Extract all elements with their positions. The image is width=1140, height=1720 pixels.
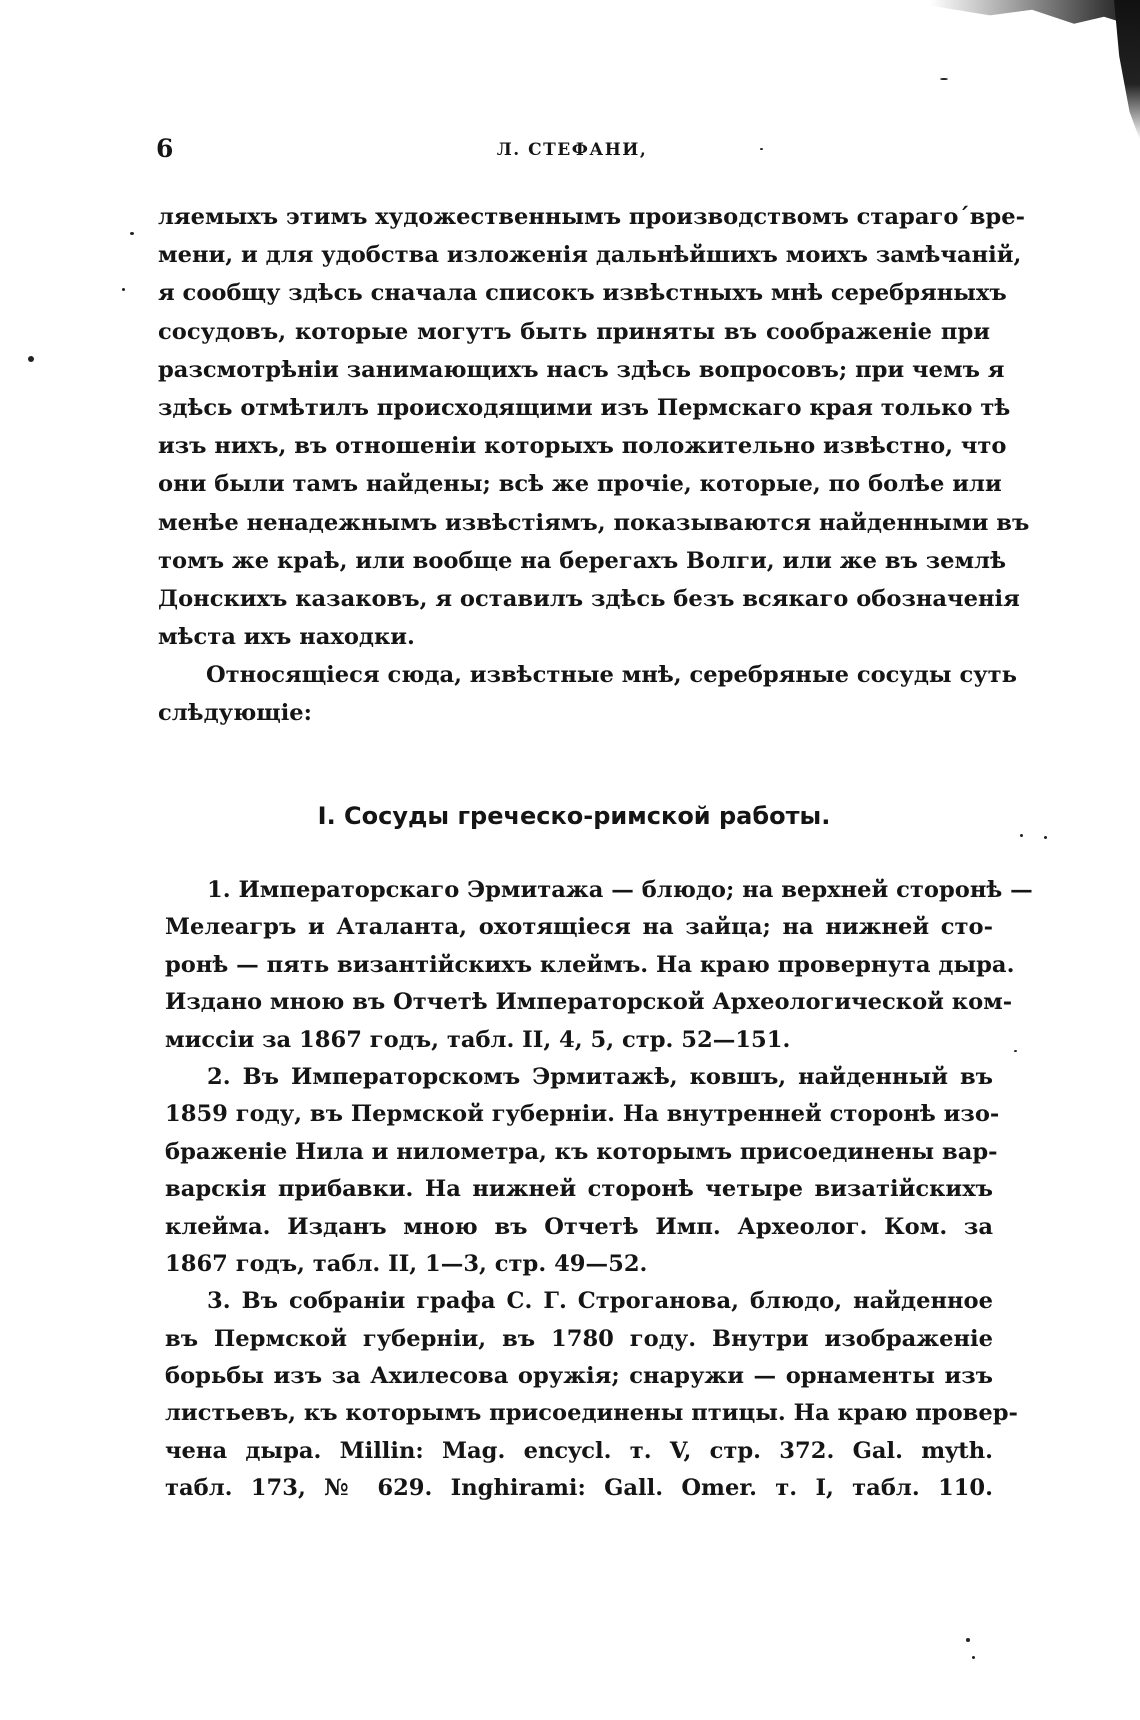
text-line: томъ же краѣ, или вообще на берегахъ Волги, или же въ землѣ <box>158 547 1006 574</box>
text-line: мени, и для удобства изложенія дальнѣйшихъ моихъ замѣчаній, <box>158 242 1022 269</box>
text-line: борьбы изъ за Ахилесова оружія; снаружи — орнаменты изъ <box>165 1363 993 1390</box>
scan-speck <box>28 356 34 362</box>
paragraph <box>158 656 1018 732</box>
text-line: въ Пермской губерніи, въ 1780 году. Внутри изображеніе <box>165 1325 993 1352</box>
text-line: здѣсь отмѣтилъ происходящими изъ Пермскаго края только тѣ <box>158 394 1011 421</box>
text-line: 3. Въ собраніи графа С. Г. Строганова, блюдо, найденное <box>207 1288 993 1315</box>
text-line: Относящіеся сюда, извѣстные мнѣ, серебряные сосуды суть <box>206 662 1018 689</box>
text-line: чена дыра. Millin: Mag. encycl. т. V, стр. 372. Gal. myth. <box>165 1437 993 1464</box>
text-line: мѣста ихъ находки. <box>158 624 415 651</box>
text-line: табл. 173, № 629. Inghirami: Gall. Omer. т. I, табл. 110. <box>165 1475 993 1502</box>
scan-speck <box>130 232 134 235</box>
text-line: они были тамъ найдены; всѣ же прочіе, которые, по болѣе или <box>158 471 1002 498</box>
scan-speck <box>1044 836 1047 839</box>
list-item <box>165 1283 1018 1507</box>
running-head: Л. СТЕФАНИ, <box>496 140 648 160</box>
text-line: ляемыхъ этимъ художественнымъ производствомъ стараго´вре- <box>158 204 1025 230</box>
paragraph <box>158 198 1030 656</box>
scan-edge-artifact <box>1114 0 1140 140</box>
vessel-list <box>165 872 1033 1508</box>
text-line: Мелеагръ и Аталанта, охотящіеся на зайца; на нижней сто- <box>165 914 993 941</box>
list-item <box>165 872 1033 1059</box>
text-line: миссіи за 1867 годъ, табл. II, 4, 5, стр. 52—151. <box>165 1026 791 1053</box>
text-line: 1859 году, въ Пермской губерніи. На внутренней сторонѣ изо- <box>165 1101 1000 1128</box>
scan-speck <box>940 78 948 80</box>
text-line: разсмотрѣніи занимающихъ насъ здѣсь вопросовъ; при чемъ я <box>158 356 1005 383</box>
text-line: листьевъ, къ которымъ присоединены птицы. На краю провер- <box>165 1400 1018 1427</box>
scan-speck <box>972 1656 975 1659</box>
scan-speck <box>1014 1050 1017 1052</box>
body-text <box>158 198 1030 733</box>
text-line: 2. Въ Императорскомъ Эрмитажѣ, ковшъ, найденный въ <box>207 1063 993 1090</box>
scan-speck <box>122 288 125 291</box>
page-header <box>152 134 992 174</box>
text-line: варскія прибавки. На нижней сторонѣ четыре визатійскихъ <box>165 1176 993 1203</box>
text-line: браженіе Нила и нилометра, къ которымъ присоединены вар- <box>165 1138 998 1165</box>
scan-edge-artifact <box>840 0 1140 28</box>
scan-speck <box>1020 834 1023 837</box>
text-line: я сообщу здѣсь сначала списокъ извѣстныхъ мнѣ серебряныхъ <box>158 280 1007 307</box>
text-line: слѣдующіе: <box>158 700 313 727</box>
text-line: клейма. Изданъ мною въ Отчетѣ Имп. Археолог. Ком. за <box>165 1213 993 1240</box>
scan-speck <box>966 1638 970 1642</box>
text-line: ронѣ — пять византійскихъ клеймъ. На краю провернута дыра. <box>165 951 1015 978</box>
list-item <box>165 1059 1000 1283</box>
text-line: Издано мною въ Отчетѣ Императорской Археологической ком- <box>165 989 1013 1016</box>
text-line: менѣе ненадежнымъ извѣстіямъ, показываются найденными въ <box>158 509 1030 536</box>
text-line: 1867 годъ, табл. II, 1—3, стр. 49—52. <box>165 1250 648 1277</box>
text-line: сосудовъ, которые могутъ быть приняты въ соображеніе при <box>158 318 990 345</box>
text-line: 1. Императорскаго Эрмитажа — блюдо; на верхней сторонѣ — <box>207 877 1033 903</box>
text-line: изъ нихъ, въ отношеніи которыхъ положительно извѣстно, что <box>158 433 1007 460</box>
text-line: Донскихъ казаковъ, я оставилъ здѣсь безъ всякаго обозначенія <box>158 585 1020 612</box>
section-heading: I. Сосуды греческо-римской работы. <box>317 802 831 830</box>
page-number: 6 <box>156 134 174 163</box>
